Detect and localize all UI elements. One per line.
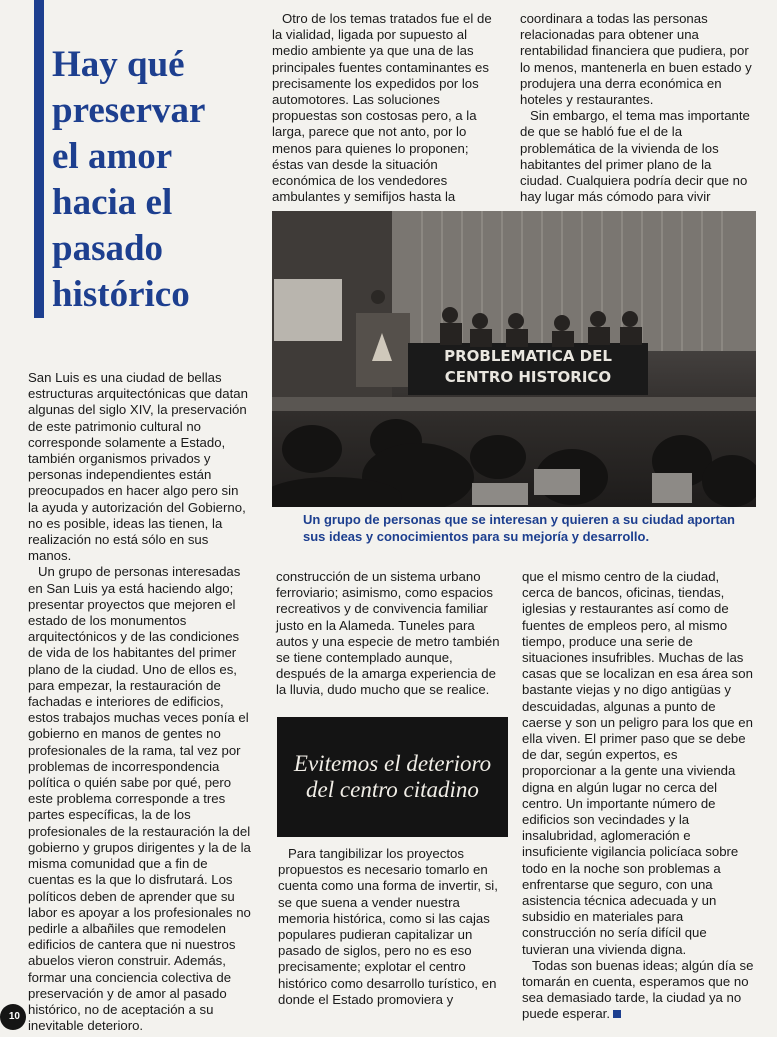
article-column-left [28, 370, 252, 1034]
headline-line: hacia el [52, 182, 173, 223]
headline-line: histórico [52, 274, 190, 315]
end-mark-icon [613, 1010, 621, 1018]
banner-line: PROBLEMATICA DEL [444, 347, 612, 365]
article-column-top-middle [272, 11, 502, 205]
paragraph: Para tangibilizar los proyectos propuestos es necesario tomarlo en cuenta como una forma de invertir, si, se que suena a vender nuestra memoria histórica, como si las cajas populares pudieran capitalizar un pasado de siglos, pero no es eso precisamente; explotar el centro histórico como desarrollo turístico, en donde el Estado promoviera y [278, 846, 498, 1007]
article-column-middle-lower [276, 569, 506, 699]
headline-line: el amor [52, 136, 173, 177]
paragraph: San Luis es una ciudad de bellas estructuras arquitectónicas que datan algunas del siglo XIV, la preservación de este patrimonio cultural no corresponde solamente a Estado, también organismos privados y personas independientes están preocupados en hacer algo pero sin la ayuda y autorización del Gobierno, no es posible, ideas las tienen, la realización no está sólo en sus manos. [28, 370, 248, 564]
paragraph: coordinara a todas las personas relacionadas para obtener una rentabilidad financiera que pudiera, por lo menos, mantenerla en buen estado y produjera una derra económica en hoteles y restaurantes. [520, 11, 752, 108]
pull-quote-box [277, 717, 508, 837]
paragraph-closing [522, 958, 754, 1023]
headline-line: preservar [52, 90, 206, 131]
headline-line: pasado [52, 228, 164, 269]
conference-photo-illustration [272, 211, 756, 507]
pull-quote: Evitemos el deterioro del centro citadino [293, 751, 492, 802]
photo-caption: Un grupo de personas que se interesan y quieren a su ciudad aportan sus ideas y conocimientos para su mejoría y desarrollo. [303, 512, 735, 544]
closing-text: Todas son buenas ideas; algún día se tomarán en cuenta, esperamos que no sea demasiado tarde, la ciudad ya no puede esperar. [522, 957, 754, 1022]
paragraph: construcción de un sistema urbano ferroviario; asimismo, como espacios recreativos y de convivencia familiar justo en la Alameda. Tuneles para autos y una especie de metro también se tiene contemplado aunque, después de la amarga experiencia de la lluvia, dudo mucho que se realice. [276, 569, 500, 698]
headline [52, 42, 262, 318]
article-column-middle-bottom [278, 846, 506, 1008]
page-number: 10 [0, 1004, 26, 1030]
paragraph: Sin embargo, el tema mas importante de que se habló fue el de la problemática de la vivienda de los habitantes del primer plano de la ciudad. Cualquiera podría decir que no hay lugar más cómodo para vivir [520, 108, 750, 205]
article-column-top-right [520, 11, 752, 205]
paragraph: que el mismo centro de la ciudad, cerca de bancos, oficinas, tiendas, iglesias y restaurantes así como de fuentes de empleos pero, al mismo tiempo, produce una serie de situaciones insufribles. Muchas de las casas que se localizan en esa área son bastante viejas y no digo antigüas y descuidadas, algunas a punto de caerse y son un peligro para los que en ella viven. El primer paso que se debe de dar, según expertos, es proporcionar a la gente una vivienda digna en algún lugar no cerca del centro. Un importante número de edificios son vecindades y la insalubridad, aglomeración e insuficiente vigilancia policíaca sobre todo en la noche son problemas a enfrentarse que seguro, con una asistencia técnica adecuada y un subsidio en materiales para construcción no sería difícil que tuvieran una vivienda digna. [522, 569, 753, 957]
banner-line: CENTRO HISTORICO [444, 368, 612, 386]
headline-line: Hay qué [52, 44, 185, 85]
paragraph: Otro de los temas tratados fue el de la vialidad, ligada por supuesto al medio ambiente ya que una de las principales fuentes contaminantes es precisamente los expedidos por los automotores. Las soluciones propuestas son costosas pero, a la larga, parece que not anto, por lo menos para quienes lo proponen; éstas van desde la situación económica de los vendedores ambulantes y semifijos hasta la [272, 11, 492, 205]
headline-accent-bar [34, 0, 44, 318]
conference-photo [272, 211, 756, 507]
paragraph: Un grupo de personas interesadas en San Luis ya está haciendo algo; presentar proyectos que mejoren el estado de los monumentos arquitectónicos y de las condiciones de vida de los habitantes del primer plano de la ciudad. Uno de ellos es, para empezar, la restauración de fachadas e interiores de edificios, estos trabajos muchas veces ponía el gobierno en manos de gentes no profesionales de la rama, tal vez por problemas de incorrespondencia política o quién sabe por qué, pero este problema corresponde a tres partes específicas, la de los profesionales de la restauración la del gobierno y grupos dirigentes y la de la misma comunidad que a fin de cuentas es la que lo disfrutará. Los políticos deben de aprender que su labor es apoyar a los profesionales no pedirle a albañiles que remodelen edificios de cantera que ni nuestros abuelos vieron construir. Además, formar una conciencia colectiva de preservación y de amor al pasado histórico, no de aceptación a su inevitable deterioro. [28, 564, 251, 1034]
article-column-right-lower [522, 569, 754, 1023]
